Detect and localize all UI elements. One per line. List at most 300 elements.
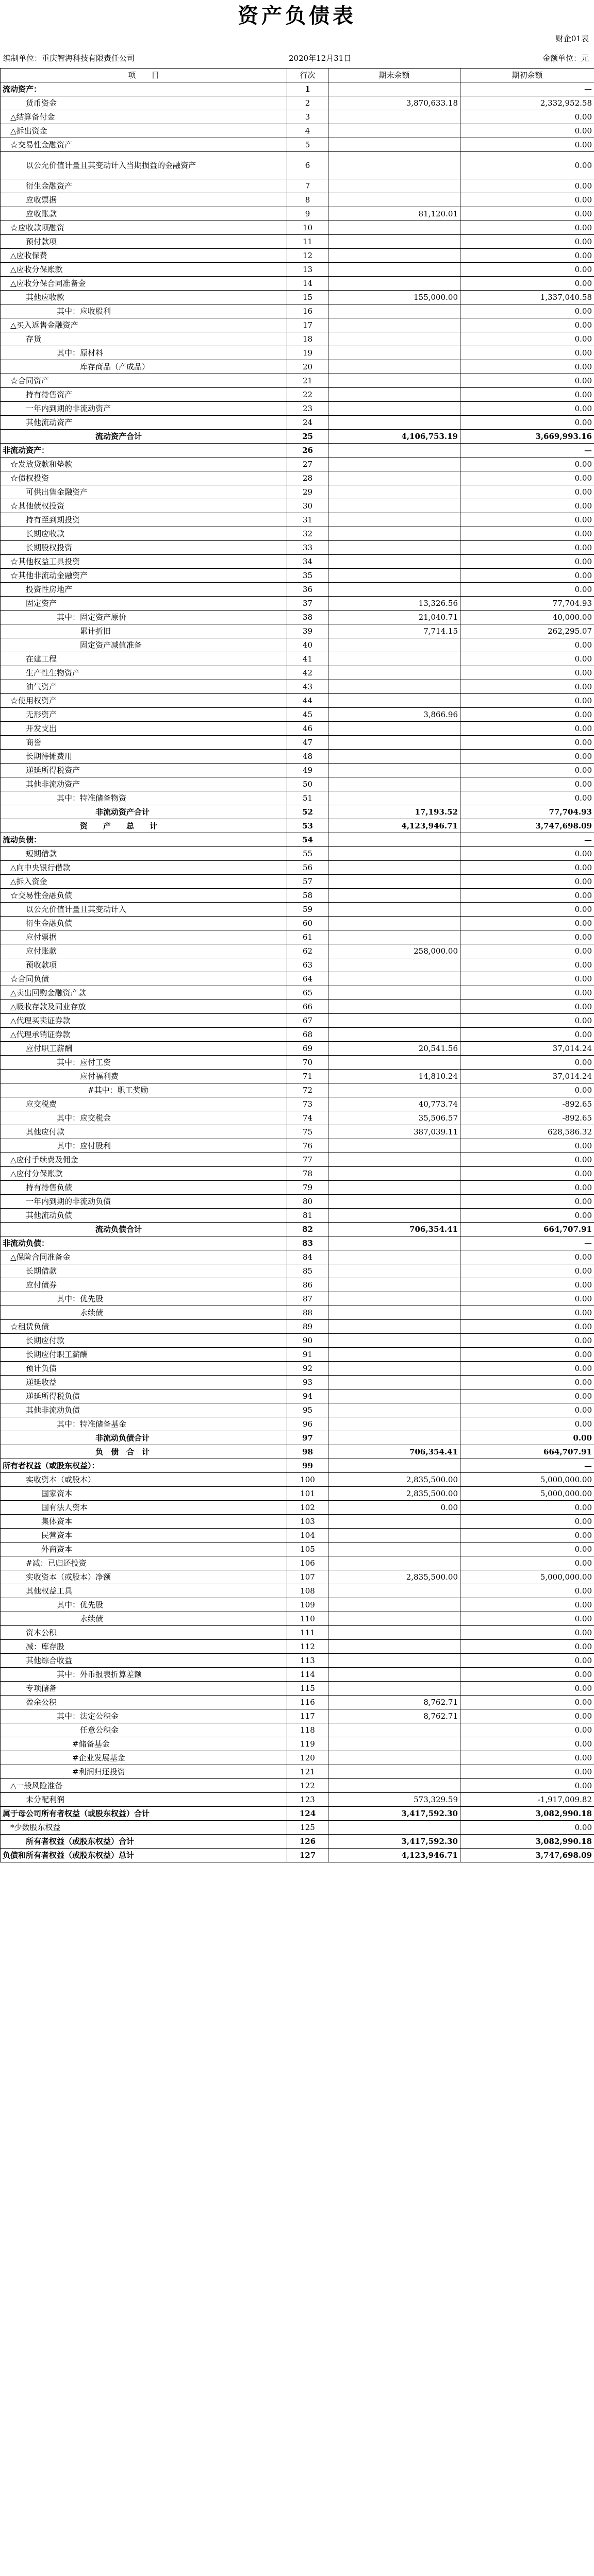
row-end-balance bbox=[328, 1181, 460, 1195]
row-item-label: △吸收存款及同业存放 bbox=[1, 1000, 287, 1014]
row-item-label: ☆应收款项融资 bbox=[1, 221, 287, 235]
table-row bbox=[1, 1696, 594, 1709]
row-item-label: △向中央银行借款 bbox=[1, 861, 287, 875]
table-row bbox=[1, 1487, 594, 1501]
table-row bbox=[1, 471, 594, 485]
row-begin-balance: 0.00 bbox=[460, 944, 594, 958]
row-begin-balance: 0.00 bbox=[460, 930, 594, 944]
row-item-label: 短期借款 bbox=[1, 847, 287, 861]
row-line-number: 38 bbox=[287, 611, 328, 624]
row-end-balance bbox=[328, 736, 460, 750]
table-row bbox=[1, 1737, 594, 1751]
row-item-label: 存货 bbox=[1, 332, 287, 346]
row-line-number: 42 bbox=[287, 666, 328, 680]
row-item-label: 专项储备 bbox=[1, 1682, 287, 1696]
table-row bbox=[1, 485, 594, 499]
row-end-balance bbox=[328, 1083, 460, 1097]
row-begin-balance: 0.00 bbox=[460, 332, 594, 346]
table-row bbox=[1, 930, 594, 944]
row-line-number: 14 bbox=[287, 277, 328, 291]
row-end-balance bbox=[328, 1723, 460, 1737]
row-begin-balance: 5,000,000.00 bbox=[460, 1570, 594, 1584]
row-end-balance bbox=[328, 777, 460, 791]
row-begin-balance: 5,000,000.00 bbox=[460, 1473, 594, 1487]
table-row bbox=[1, 903, 594, 917]
table-row bbox=[1, 652, 594, 666]
row-end-balance bbox=[328, 179, 460, 193]
row-line-number: 33 bbox=[287, 541, 328, 555]
row-line-number: 102 bbox=[287, 1501, 328, 1515]
row-begin-balance: 0.00 bbox=[460, 917, 594, 930]
row-item-label: 以公允价值计量且其变动计入 bbox=[1, 903, 287, 917]
preparing-unit: 编制单位：重庆智海科技有限责任公司 bbox=[3, 54, 135, 63]
table-row bbox=[1, 138, 594, 152]
table-row bbox=[1, 1083, 594, 1097]
row-item-label: ☆其他非流动金融资产 bbox=[1, 569, 287, 583]
row-end-balance: 258,000.00 bbox=[328, 944, 460, 958]
row-item-label: 其中：应付股利 bbox=[1, 1139, 287, 1153]
row-line-number: 16 bbox=[287, 304, 328, 318]
row-item-label: ☆其他权益工具投资 bbox=[1, 555, 287, 569]
row-line-number: 66 bbox=[287, 1000, 328, 1014]
table-row bbox=[1, 1779, 594, 1793]
table-row bbox=[1, 638, 594, 652]
table-row bbox=[1, 110, 594, 124]
table-row bbox=[1, 499, 594, 513]
table-row bbox=[1, 291, 594, 304]
row-begin-balance: 0.00 bbox=[460, 1431, 594, 1445]
row-line-number: 27 bbox=[287, 457, 328, 471]
table-header-row bbox=[1, 69, 594, 82]
row-item-label: #利润归还投资 bbox=[1, 1765, 287, 1779]
row-end-balance bbox=[328, 666, 460, 680]
row-begin-balance: 0.00 bbox=[460, 1668, 594, 1682]
table-row bbox=[1, 96, 594, 110]
row-end-balance bbox=[328, 221, 460, 235]
row-begin-balance: 3,669,993.16 bbox=[460, 430, 594, 444]
row-begin-balance: 0.00 bbox=[460, 694, 594, 708]
row-line-number: 8 bbox=[287, 193, 328, 207]
row-line-number: 65 bbox=[287, 986, 328, 1000]
row-item-label: 负债和所有者权益（或股东权益）总计 bbox=[1, 1849, 287, 1862]
currency-unit: 金额单位：元 bbox=[542, 54, 589, 63]
row-item-label: 实收资本（或股本） bbox=[1, 1473, 287, 1487]
table-row bbox=[1, 332, 594, 346]
row-line-number: 11 bbox=[287, 235, 328, 249]
row-line-number: 36 bbox=[287, 583, 328, 597]
row-begin-balance: 0.00 bbox=[460, 555, 594, 569]
row-end-balance bbox=[328, 444, 460, 457]
report-info-bar bbox=[0, 53, 594, 66]
row-end-balance bbox=[328, 791, 460, 805]
row-item-label: △卖出回购金融资产款 bbox=[1, 986, 287, 1000]
table-row bbox=[1, 1320, 594, 1334]
row-end-balance bbox=[328, 1334, 460, 1348]
table-row bbox=[1, 1654, 594, 1668]
row-end-balance: 17,193.52 bbox=[328, 805, 460, 819]
row-begin-balance: 0.00 bbox=[460, 708, 594, 722]
row-end-balance bbox=[328, 1028, 460, 1042]
row-begin-balance: 0.00 bbox=[460, 1403, 594, 1417]
row-end-balance bbox=[328, 1598, 460, 1612]
row-end-balance bbox=[328, 457, 460, 471]
row-begin-balance: 0.00 bbox=[460, 986, 594, 1000]
table-row bbox=[1, 82, 594, 96]
table-row bbox=[1, 1723, 594, 1737]
row-line-number: 55 bbox=[287, 847, 328, 861]
row-line-number: 117 bbox=[287, 1709, 328, 1723]
table-row bbox=[1, 1668, 594, 1682]
table-row bbox=[1, 193, 594, 207]
row-end-balance bbox=[328, 485, 460, 499]
row-item-label: 其中：应收股利 bbox=[1, 304, 287, 318]
row-item-label: #其中：职工奖励 bbox=[1, 1083, 287, 1097]
row-line-number: 58 bbox=[287, 889, 328, 903]
row-line-number: 104 bbox=[287, 1529, 328, 1543]
row-line-number: 77 bbox=[287, 1153, 328, 1167]
table-row bbox=[1, 764, 594, 777]
row-item-label: 其他综合收益 bbox=[1, 1654, 287, 1668]
table-row bbox=[1, 388, 594, 402]
row-begin-balance: 0.00 bbox=[460, 485, 594, 499]
row-begin-balance: 0.00 bbox=[460, 527, 594, 541]
row-begin-balance: 0.00 bbox=[460, 1556, 594, 1570]
table-row bbox=[1, 722, 594, 736]
row-end-balance bbox=[328, 124, 460, 138]
row-line-number: 49 bbox=[287, 764, 328, 777]
row-item-label: 国家资本 bbox=[1, 1487, 287, 1501]
row-begin-balance: 37,014.24 bbox=[460, 1042, 594, 1056]
row-item-label: 流动负债合计 bbox=[1, 1223, 287, 1236]
row-begin-balance: 0.00 bbox=[460, 318, 594, 332]
table-row bbox=[1, 1709, 594, 1723]
table-row bbox=[1, 1751, 594, 1765]
row-item-label: 累计折旧 bbox=[1, 624, 287, 638]
row-item-label: 非流动负债： bbox=[1, 1236, 287, 1250]
row-end-balance bbox=[328, 1640, 460, 1654]
row-end-balance bbox=[328, 332, 460, 346]
row-line-number: 10 bbox=[287, 221, 328, 235]
row-item-label: 非流动资产合计 bbox=[1, 805, 287, 819]
row-line-number: 23 bbox=[287, 402, 328, 416]
row-item-label: 持有待售资产 bbox=[1, 388, 287, 402]
row-end-balance bbox=[328, 1362, 460, 1376]
table-row bbox=[1, 847, 594, 861]
row-item-label: △代理承销证券款 bbox=[1, 1028, 287, 1042]
row-item-label: 其中：特准储备物资 bbox=[1, 791, 287, 805]
table-row bbox=[1, 1236, 594, 1250]
row-end-balance bbox=[328, 1751, 460, 1765]
row-end-balance bbox=[328, 402, 460, 416]
row-item-label: 民营资本 bbox=[1, 1529, 287, 1543]
row-item-label: 其他流动资产 bbox=[1, 416, 287, 430]
row-line-number: 126 bbox=[287, 1835, 328, 1849]
row-end-balance bbox=[328, 1584, 460, 1598]
row-line-number: 62 bbox=[287, 944, 328, 958]
row-end-balance bbox=[328, 1278, 460, 1292]
row-line-number: 53 bbox=[287, 819, 328, 833]
row-line-number: 92 bbox=[287, 1362, 328, 1376]
table-row bbox=[1, 1097, 594, 1111]
table-row bbox=[1, 597, 594, 611]
table-row bbox=[1, 1821, 594, 1835]
table-row bbox=[1, 1153, 594, 1167]
table-row bbox=[1, 1195, 594, 1209]
row-line-number: 70 bbox=[287, 1056, 328, 1070]
row-item-label: 负 债 合 计 bbox=[1, 1445, 287, 1459]
table-row bbox=[1, 263, 594, 277]
row-end-balance bbox=[328, 1389, 460, 1403]
row-end-balance bbox=[328, 1668, 460, 1682]
row-line-number: 116 bbox=[287, 1696, 328, 1709]
table-row bbox=[1, 958, 594, 972]
row-begin-balance: 0.00 bbox=[460, 416, 594, 430]
row-item-label: 流动资产： bbox=[1, 82, 287, 96]
row-begin-balance: 0.00 bbox=[460, 457, 594, 471]
row-line-number: 63 bbox=[287, 958, 328, 972]
row-line-number: 95 bbox=[287, 1403, 328, 1417]
row-item-label: 在建工程 bbox=[1, 652, 287, 666]
row-end-balance bbox=[328, 1459, 460, 1473]
row-end-balance bbox=[328, 1403, 460, 1417]
row-end-balance: 3,866.96 bbox=[328, 708, 460, 722]
row-begin-balance: 0.00 bbox=[460, 875, 594, 889]
row-end-balance bbox=[328, 499, 460, 513]
row-end-balance bbox=[328, 1153, 460, 1167]
row-begin-balance: -892.65 bbox=[460, 1097, 594, 1111]
row-end-balance bbox=[328, 263, 460, 277]
row-begin-balance: 0.00 bbox=[460, 1682, 594, 1696]
row-line-number: 99 bbox=[287, 1459, 328, 1473]
row-begin-balance: 0.00 bbox=[460, 1584, 594, 1598]
row-item-label: 商誉 bbox=[1, 736, 287, 750]
row-begin-balance: 0.00 bbox=[460, 1389, 594, 1403]
row-end-balance bbox=[328, 986, 460, 1000]
table-row bbox=[1, 1835, 594, 1849]
row-end-balance bbox=[328, 1612, 460, 1626]
row-begin-balance: 0.00 bbox=[460, 1626, 594, 1640]
row-end-balance: 4,123,946.71 bbox=[328, 1849, 460, 1862]
table-row bbox=[1, 694, 594, 708]
row-end-balance: 706,354.41 bbox=[328, 1223, 460, 1236]
table-row bbox=[1, 1626, 594, 1640]
row-end-balance: 35,506.57 bbox=[328, 1111, 460, 1125]
row-end-balance: 8,762.71 bbox=[328, 1709, 460, 1723]
row-line-number: 2 bbox=[287, 96, 328, 110]
row-line-number: 22 bbox=[287, 388, 328, 402]
row-begin-balance: 0.00 bbox=[460, 402, 594, 416]
row-end-balance: 8,762.71 bbox=[328, 1696, 460, 1709]
row-begin-balance: 0.00 bbox=[460, 1083, 594, 1097]
row-begin-balance: 0.00 bbox=[460, 193, 594, 207]
row-end-balance bbox=[328, 1543, 460, 1556]
row-begin-balance: 0.00 bbox=[460, 1654, 594, 1668]
table-row bbox=[1, 221, 594, 235]
table-row bbox=[1, 1598, 594, 1612]
report-title: 资产负债表 bbox=[238, 4, 356, 28]
row-begin-balance: 0.00 bbox=[460, 1501, 594, 1515]
row-line-number: 86 bbox=[287, 1278, 328, 1292]
row-item-label: 其他应收款 bbox=[1, 291, 287, 304]
row-line-number: 118 bbox=[287, 1723, 328, 1737]
row-line-number: 69 bbox=[287, 1042, 328, 1056]
row-line-number: 85 bbox=[287, 1264, 328, 1278]
table-row bbox=[1, 416, 594, 430]
row-line-number: 59 bbox=[287, 903, 328, 917]
row-end-balance: 40,773.74 bbox=[328, 1097, 460, 1111]
row-begin-balance: 0.00 bbox=[460, 207, 594, 221]
table-row bbox=[1, 1070, 594, 1083]
table-row bbox=[1, 124, 594, 138]
row-begin-balance: 0.00 bbox=[460, 1014, 594, 1028]
table-row bbox=[1, 736, 594, 750]
row-line-number: 3 bbox=[287, 110, 328, 124]
row-item-label: 所有者权益（或股东权益）： bbox=[1, 1459, 287, 1473]
header-item: 项 目 bbox=[1, 69, 287, 82]
row-item-label: 衍生金融负债 bbox=[1, 917, 287, 930]
row-begin-balance: 0.00 bbox=[460, 638, 594, 652]
row-item-label: 应收账款 bbox=[1, 207, 287, 221]
row-begin-balance: 77,704.93 bbox=[460, 805, 594, 819]
table-row bbox=[1, 1139, 594, 1153]
row-line-number: 121 bbox=[287, 1765, 328, 1779]
row-item-label: 非流动资产： bbox=[1, 444, 287, 457]
row-line-number: 52 bbox=[287, 805, 328, 819]
row-line-number: 40 bbox=[287, 638, 328, 652]
row-begin-balance: 628,586.32 bbox=[460, 1125, 594, 1139]
row-end-balance bbox=[328, 930, 460, 944]
row-line-number: 113 bbox=[287, 1654, 328, 1668]
row-begin-balance: — bbox=[460, 833, 594, 847]
row-line-number: 96 bbox=[287, 1417, 328, 1431]
row-item-label: 其中：应付工资 bbox=[1, 1056, 287, 1070]
row-line-number: 60 bbox=[287, 917, 328, 930]
table-row bbox=[1, 1362, 594, 1376]
table-row bbox=[1, 1389, 594, 1403]
row-end-balance bbox=[328, 722, 460, 736]
table-row bbox=[1, 1640, 594, 1654]
row-item-label: ☆交易性金融资产 bbox=[1, 138, 287, 152]
row-end-balance bbox=[328, 110, 460, 124]
table-row bbox=[1, 819, 594, 833]
row-item-label: 应付职工薪酬 bbox=[1, 1042, 287, 1056]
row-item-label: ☆债权投资 bbox=[1, 471, 287, 485]
row-end-balance bbox=[328, 360, 460, 374]
header-end-balance: 期末余额 bbox=[328, 69, 460, 82]
row-begin-balance: 0.00 bbox=[460, 1028, 594, 1042]
row-end-balance bbox=[328, 1250, 460, 1264]
row-end-balance: 7,714.15 bbox=[328, 624, 460, 638]
row-item-label: 长期应付职工薪酬 bbox=[1, 1348, 287, 1362]
row-begin-balance: 0.00 bbox=[460, 777, 594, 791]
table-row bbox=[1, 583, 594, 597]
row-end-balance: 3,417,592.30 bbox=[328, 1807, 460, 1821]
row-line-number: 51 bbox=[287, 791, 328, 805]
row-line-number: 21 bbox=[287, 374, 328, 388]
row-end-balance bbox=[328, 82, 460, 96]
report-date: 2020年12月31日 bbox=[289, 54, 352, 63]
table-row bbox=[1, 1250, 594, 1264]
row-item-label: 资本公积 bbox=[1, 1626, 287, 1640]
row-item-label: 盈余公积 bbox=[1, 1696, 287, 1709]
row-line-number: 103 bbox=[287, 1515, 328, 1529]
row-line-number: 9 bbox=[287, 207, 328, 221]
row-line-number: 34 bbox=[287, 555, 328, 569]
row-begin-balance: 0.00 bbox=[460, 1209, 594, 1223]
row-end-balance: 706,354.41 bbox=[328, 1445, 460, 1459]
row-begin-balance: 0.00 bbox=[460, 903, 594, 917]
row-line-number: 35 bbox=[287, 569, 328, 583]
row-line-number: 97 bbox=[287, 1431, 328, 1445]
row-end-balance: 155,000.00 bbox=[328, 291, 460, 304]
row-begin-balance: 0.00 bbox=[460, 1709, 594, 1723]
row-end-balance bbox=[328, 138, 460, 152]
row-end-balance bbox=[328, 694, 460, 708]
row-item-label: 预计负债 bbox=[1, 1362, 287, 1376]
row-line-number: 12 bbox=[287, 249, 328, 263]
row-end-balance bbox=[328, 416, 460, 430]
row-begin-balance: 0.00 bbox=[460, 152, 594, 179]
table-row bbox=[1, 1431, 594, 1445]
row-end-balance bbox=[328, 471, 460, 485]
row-begin-balance: — bbox=[460, 82, 594, 96]
row-item-label: 应收票据 bbox=[1, 193, 287, 207]
row-begin-balance: 0.00 bbox=[460, 1640, 594, 1654]
row-begin-balance: 0.00 bbox=[460, 1376, 594, 1389]
row-item-label: 其他非流动资产 bbox=[1, 777, 287, 791]
table-row bbox=[1, 1570, 594, 1584]
row-end-balance bbox=[328, 917, 460, 930]
row-end-balance bbox=[328, 1682, 460, 1696]
row-begin-balance: 0.00 bbox=[460, 1417, 594, 1431]
row-line-number: 15 bbox=[287, 291, 328, 304]
table-row bbox=[1, 1181, 594, 1195]
row-item-label: 其中：固定资产原价 bbox=[1, 611, 287, 624]
row-end-balance bbox=[328, 1821, 460, 1835]
row-begin-balance: 0.00 bbox=[460, 1320, 594, 1334]
row-end-balance bbox=[328, 569, 460, 583]
table-row bbox=[1, 666, 594, 680]
row-begin-balance: -1,917,009.82 bbox=[460, 1793, 594, 1807]
row-end-balance bbox=[328, 1000, 460, 1014]
row-end-balance: 3,870,633.18 bbox=[328, 96, 460, 110]
row-item-label: ☆使用权资产 bbox=[1, 694, 287, 708]
table-row bbox=[1, 944, 594, 958]
row-end-balance bbox=[328, 903, 460, 917]
row-begin-balance: 0.00 bbox=[460, 221, 594, 235]
row-end-balance: 81,120.01 bbox=[328, 207, 460, 221]
table-row bbox=[1, 541, 594, 555]
row-begin-balance: 0.00 bbox=[460, 1696, 594, 1709]
table-row bbox=[1, 1529, 594, 1543]
row-line-number: 25 bbox=[287, 430, 328, 444]
row-item-label: △结算备付金 bbox=[1, 110, 287, 124]
row-line-number: 87 bbox=[287, 1292, 328, 1306]
table-row bbox=[1, 1306, 594, 1320]
row-line-number: 112 bbox=[287, 1640, 328, 1654]
row-item-label: 其中：特准储备基金 bbox=[1, 1417, 287, 1431]
row-begin-balance: 0.00 bbox=[460, 958, 594, 972]
row-line-number: 123 bbox=[287, 1793, 328, 1807]
table-row bbox=[1, 402, 594, 416]
table-row bbox=[1, 555, 594, 569]
table-row bbox=[1, 1028, 594, 1042]
table-row bbox=[1, 805, 594, 819]
row-begin-balance: 0.00 bbox=[460, 360, 594, 374]
row-item-label: 递延收益 bbox=[1, 1376, 287, 1389]
row-begin-balance: 0.00 bbox=[460, 263, 594, 277]
row-begin-balance: 0.00 bbox=[460, 847, 594, 861]
